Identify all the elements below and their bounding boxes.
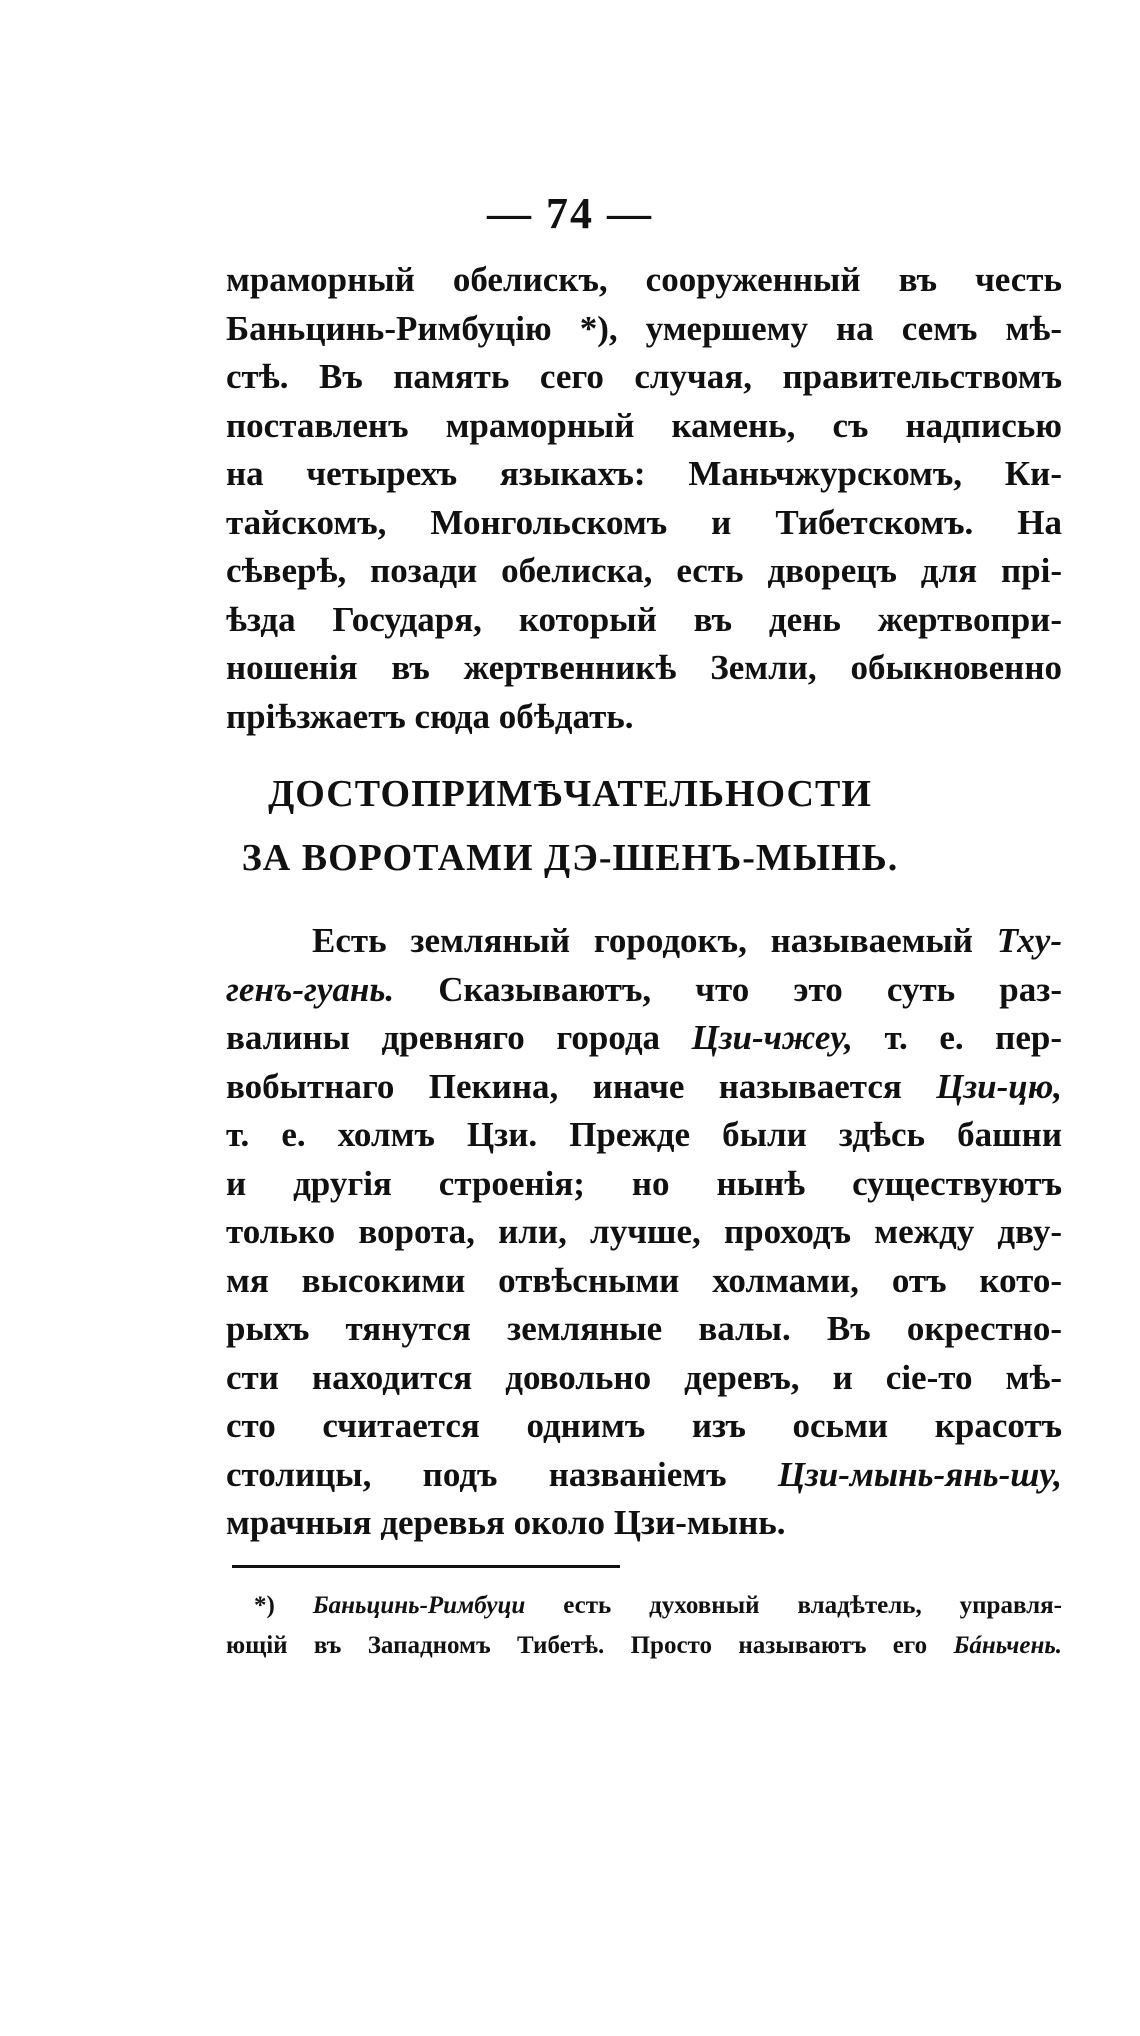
text-line: [226, 1451, 1062, 1500]
text-line: мрачныя деревья около Цзи-мынь.: [226, 1503, 786, 1542]
text-line: [226, 1014, 1062, 1063]
text-line: Баньцинь-Римбуцію *), умершему на семъ мѣ-: [226, 308, 1062, 348]
italic-place-name: Цзи-чжеу,: [691, 1018, 853, 1057]
text-line: сто считается однимъ изъ осьми красотъ: [226, 1406, 1062, 1445]
footnote-line: [226, 1626, 1062, 1666]
text-run: вобытнаго Пекина, иначе называется: [226, 1066, 937, 1106]
section-heading-line1: ДОСТОПРИМѢЧАТЕЛЬНОСТИ: [268, 773, 872, 815]
footnote-line: [226, 1586, 1062, 1626]
paragraph-earthen-town: [226, 917, 1062, 1548]
footnote-marker: *): [254, 1592, 313, 1619]
paragraph-obelisk: [226, 256, 1062, 741]
text-run: столицы, подъ названіемъ: [226, 1454, 778, 1494]
text-line: тайскомъ, Монгольскомъ и Тибетскомъ. На: [226, 502, 1062, 542]
text-line: пріѣзжаетъ сюда обѣдать.: [226, 696, 634, 736]
text-line: [226, 917, 1062, 966]
text-line: только ворота, или, лучше, проходъ между дву-: [226, 1212, 1062, 1251]
text-line: [226, 1063, 1062, 1112]
text-line: ношенія въ жертвенникѣ Земли, обыкновенно: [226, 648, 1062, 687]
section-heading-line2: ЗА ВОРОТАМИ ДЭ-ШЕНЪ-МЫНЬ.: [241, 837, 899, 879]
italic-name: Бáньчень.: [953, 1632, 1062, 1659]
italic-place-name: Цзи-цю,: [936, 1066, 1062, 1106]
page-number: — 74 —: [487, 189, 653, 238]
text-run: т. е. пер-: [852, 1018, 1062, 1057]
text-line: ѣзда Государя, который въ день жертвопри-: [226, 599, 1062, 639]
text-run: ющій въ Западномъ Тибетѣ. Просто называютъ его: [226, 1632, 954, 1659]
text-run: Есть земляный городокъ, называемый: [312, 921, 997, 960]
text-line: мраморный обелискъ, сооруженный въ честь: [226, 260, 1062, 299]
text-line: т. е. холмъ Цзи. Прежде были здѣсь башни: [226, 1115, 1062, 1154]
text-line: сѣверѣ, позади обелиска, есть дворецъ для прі-: [226, 551, 1062, 590]
text-run: есть духовный владѣтель, управля-: [525, 1592, 1063, 1619]
text-line: на четырехъ языкахъ: Маньчжурскомъ, Ки-: [226, 454, 1062, 493]
italic-name: Баньцинь-Римбуци: [312, 1592, 526, 1619]
italic-place-name: генъ-гуань.: [226, 969, 395, 1009]
text-line: [226, 966, 1062, 1015]
italic-place-name: Тху-: [996, 921, 1062, 960]
text-run: Сказываютъ, что это суть раз-: [394, 969, 1062, 1009]
footnote: [226, 1586, 1062, 1666]
footnote-divider: [232, 1565, 620, 1568]
text-line: рыхъ тянутся земляные валы. Въ окрестно-: [226, 1309, 1062, 1348]
text-line: сти находится довольно деревъ, и сіе-то мѣ-: [226, 1357, 1062, 1397]
text-line: мя высокими отвѣсными холмами, отъ кото-: [226, 1260, 1062, 1300]
text-line: и другія строенія; но нынѣ существуютъ: [226, 1163, 1062, 1203]
italic-place-name: Цзи-мынь-янь-шу,: [777, 1454, 1062, 1494]
text-line: поставленъ мраморный камень, съ надписью: [226, 405, 1062, 445]
text-line: стѣ. Въ память сего случая, правительствомъ: [226, 357, 1062, 396]
text-run: валины древняго города: [226, 1018, 692, 1057]
